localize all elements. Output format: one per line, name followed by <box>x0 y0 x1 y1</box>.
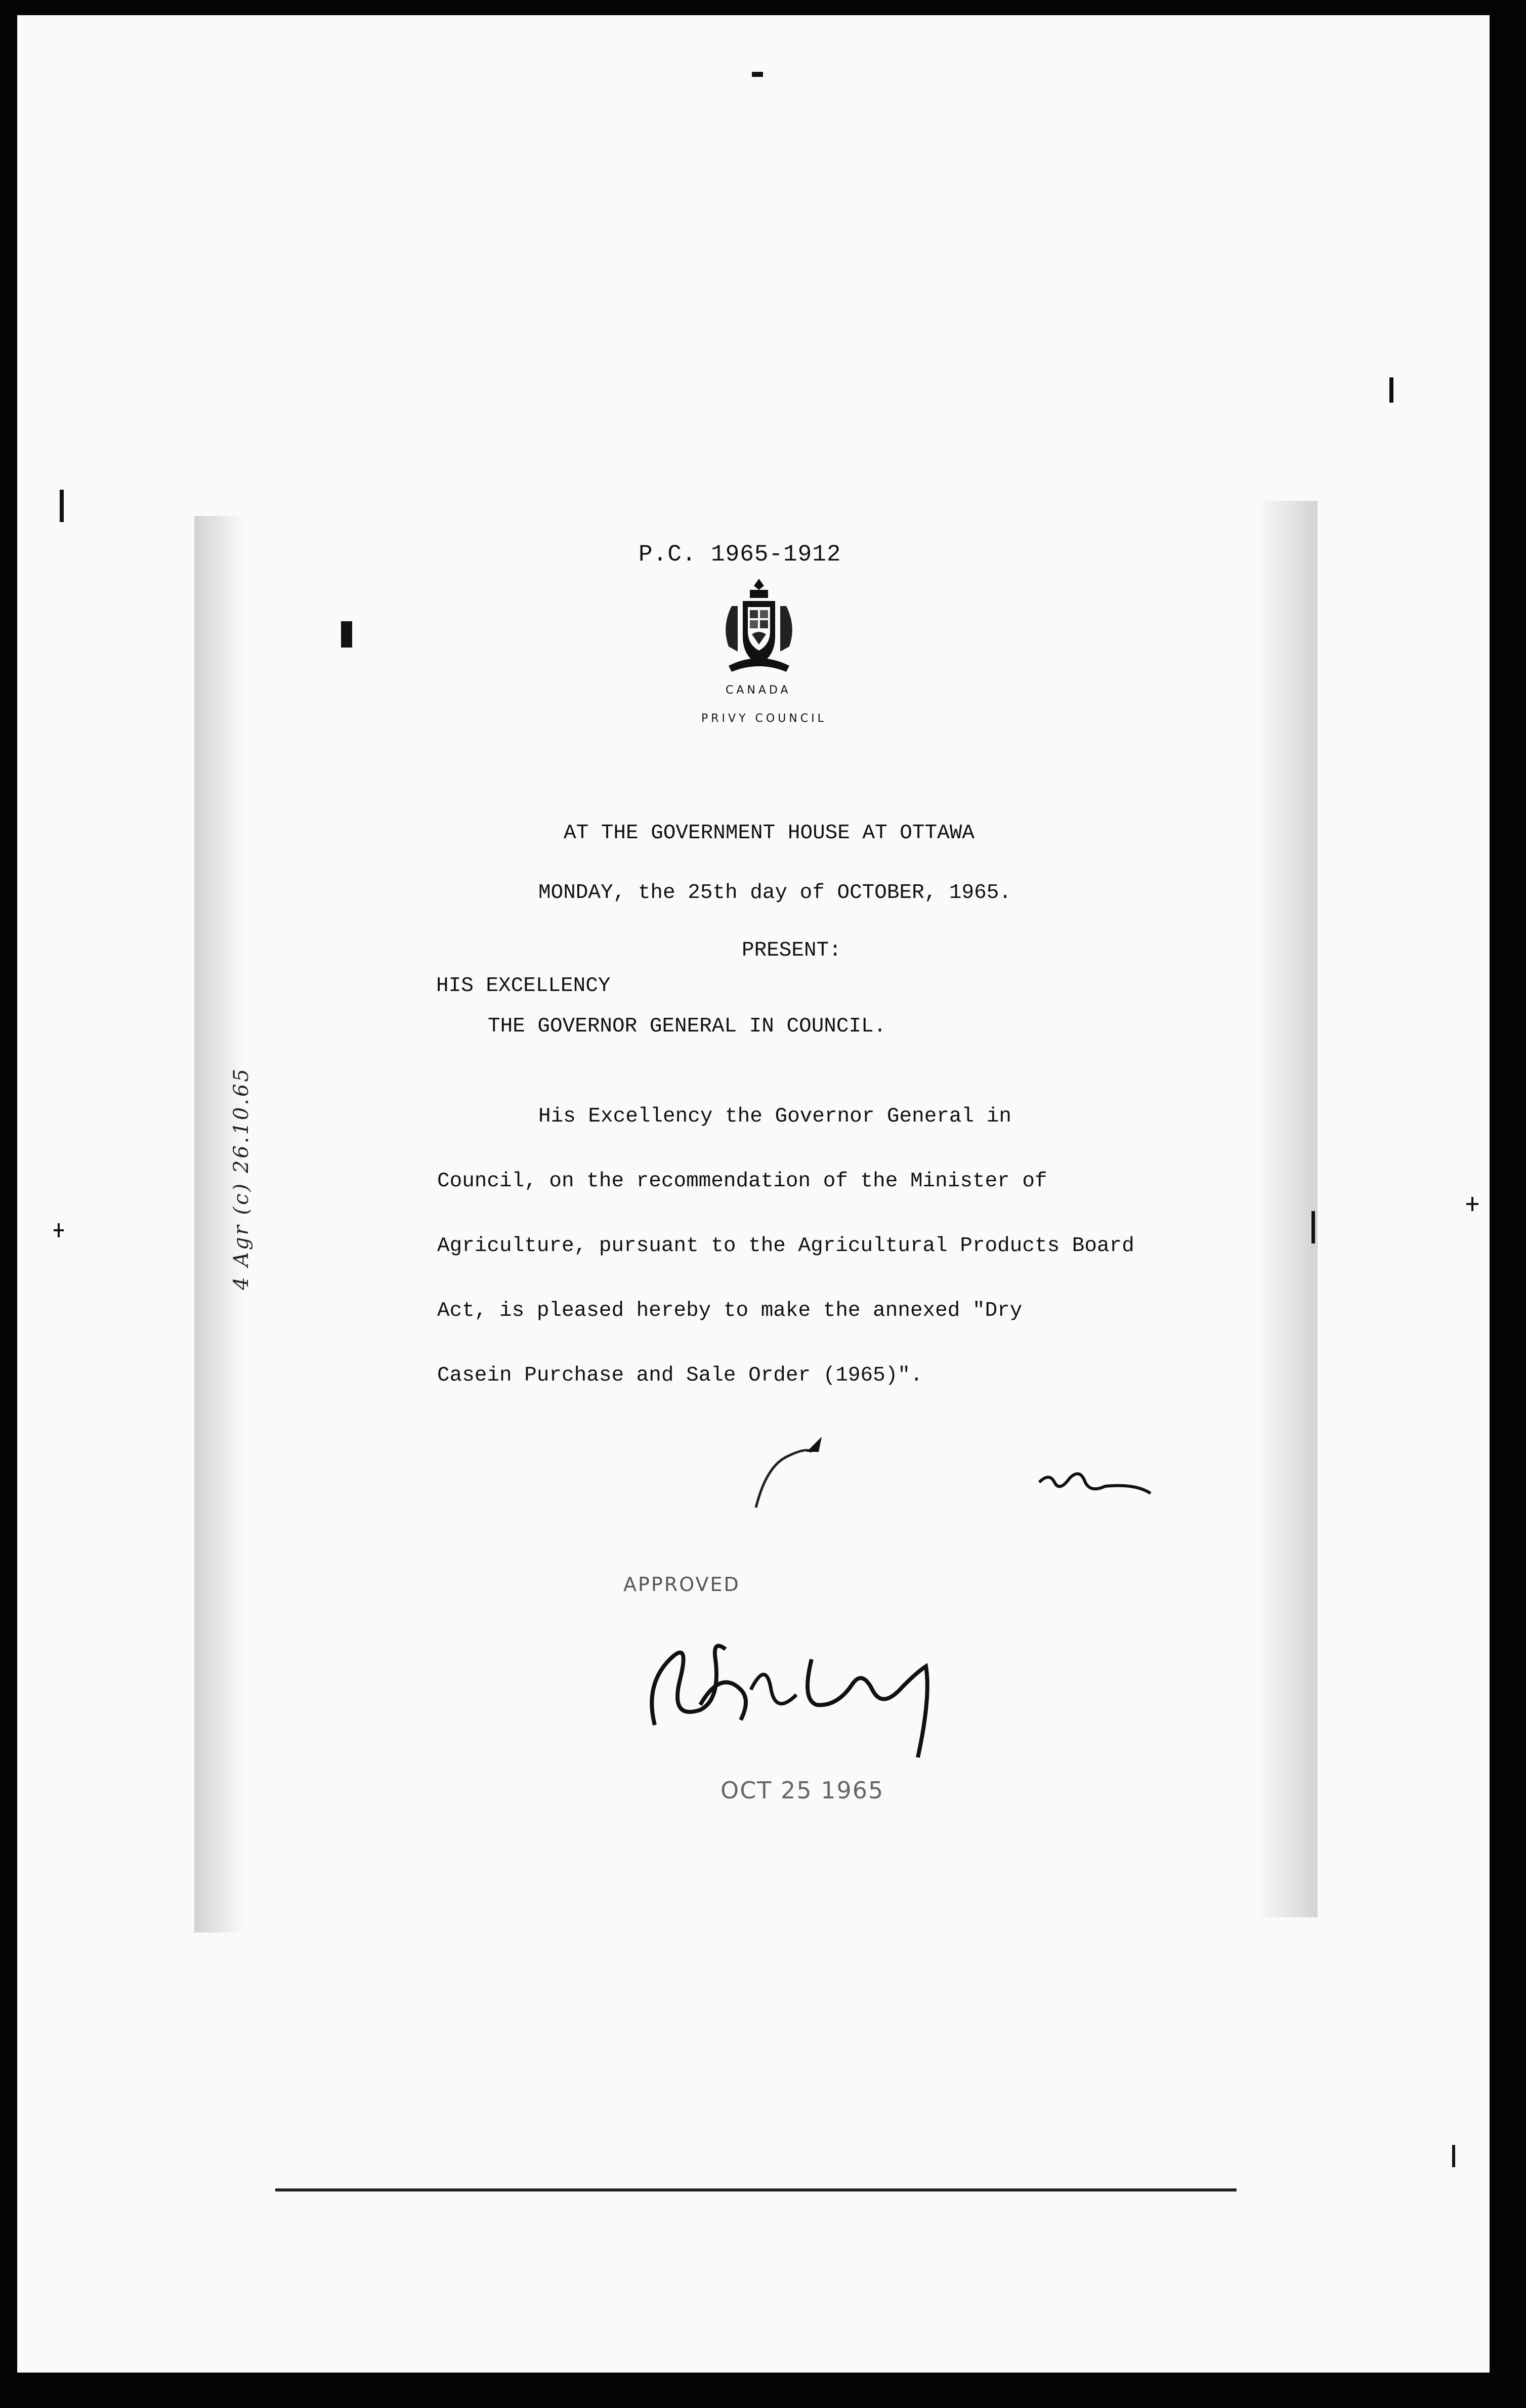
margin-handwritten-note: 4 Agr (c) 26.10.65 <box>230 1067 253 1290</box>
body-line: Council, on the recommendation of the Minister of <box>437 1170 1047 1193</box>
scan-speck <box>1452 2145 1455 2167</box>
crest-caption-privy-council: PRIVY COUNCIL <box>701 712 827 725</box>
scan-speck <box>1471 1197 1473 1211</box>
clerk-signature <box>715 1427 1216 1528</box>
scan-speck <box>58 1223 60 1237</box>
scan-speck <box>1389 377 1393 403</box>
scan-speck <box>1311 1211 1315 1243</box>
canada-coat-of-arms-icon <box>716 576 801 677</box>
approval-date-stamp: OCT 25 1965 <box>720 1777 884 1804</box>
body-line: Act, is pleased hereby to make the annexed "Dry <box>437 1299 1023 1322</box>
bottom-rule <box>275 2188 1237 2191</box>
body-line: Casein Purchase and Sale Order (1965)". <box>437 1364 923 1387</box>
scan-shadow-right <box>1257 501 1318 1917</box>
heading-excellency: HIS EXCELLENCY <box>436 974 611 998</box>
body-line: His Excellency the Governor General in <box>538 1105 1011 1128</box>
crest-caption-country: CANADA <box>726 684 791 697</box>
scan-speck <box>60 490 64 522</box>
approved-stamp: APPROVED <box>623 1573 740 1596</box>
order-number: P.C. 1965-1912 <box>639 541 841 568</box>
heading-present: PRESENT: <box>742 939 841 962</box>
document-page <box>17 15 1490 2373</box>
scan-speck <box>341 621 352 648</box>
body-line: Agriculture, pursuant to the Agricultural Products Board <box>437 1234 1134 1258</box>
heading-council: THE GOVERNOR GENERAL IN COUNCIL. <box>488 1015 886 1038</box>
heading-place: AT THE GOVERNMENT HOUSE AT OTTAWA <box>564 822 974 845</box>
heading-date: MONDAY, the 25th day of OCTOBER, 1965. <box>538 881 1011 905</box>
scan-speck <box>752 72 763 77</box>
governor-general-signature <box>624 1599 979 1781</box>
